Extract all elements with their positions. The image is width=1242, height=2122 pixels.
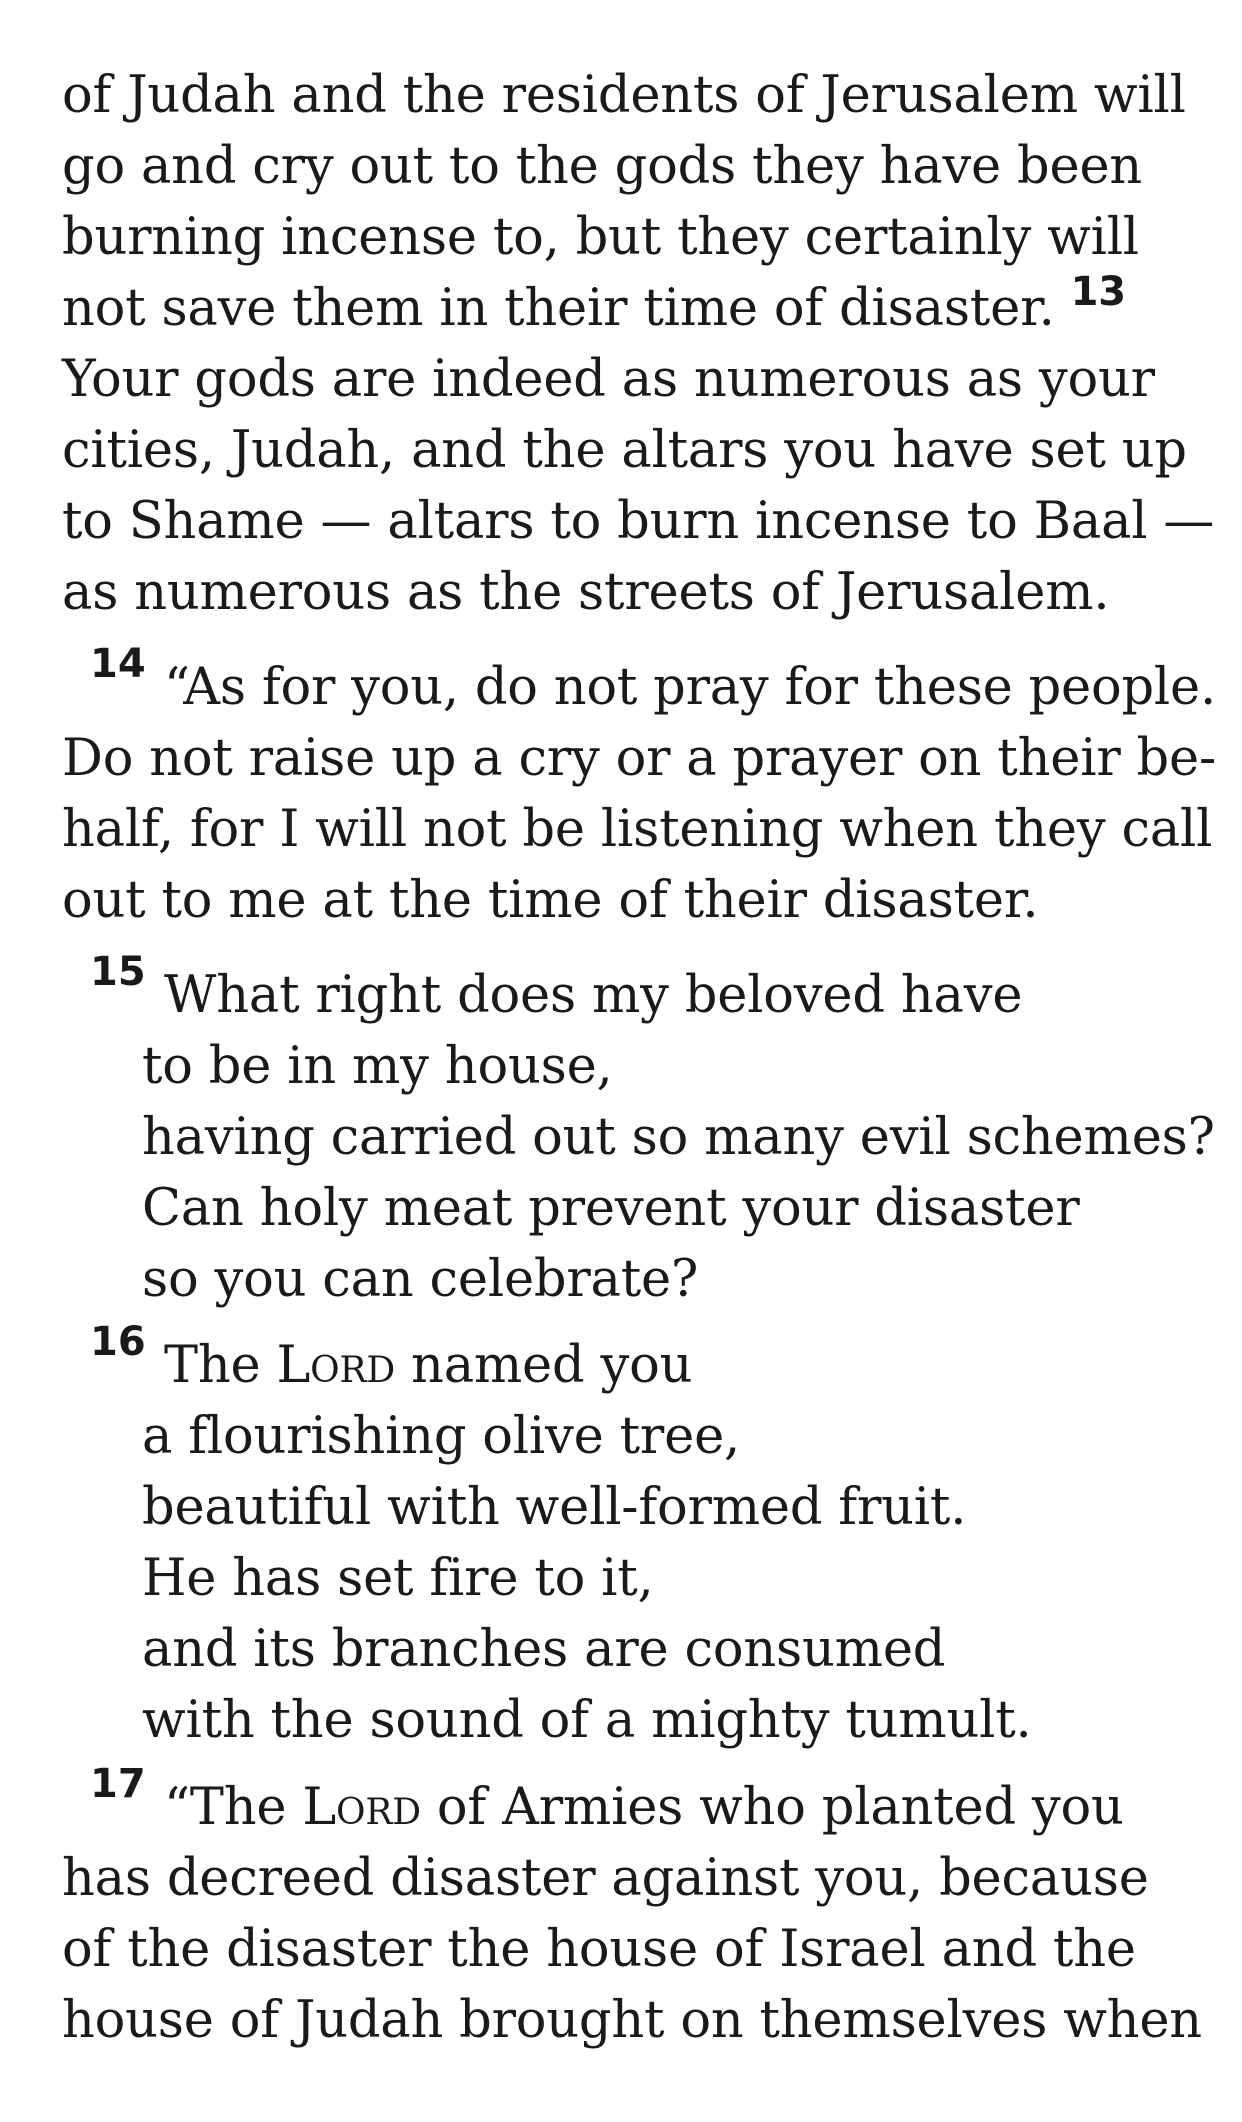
poetry-line: to be in my house,	[142, 1037, 613, 1096]
verse-number: 14	[90, 641, 146, 687]
poetry-line: having carried out so many evil schemes?	[142, 1108, 1215, 1167]
poetry-line: and its branches are consumed	[142, 1620, 946, 1679]
verse-number: 16	[90, 1319, 146, 1365]
text-line: cities, Judah, and the altars you have set up	[62, 421, 1187, 480]
verse-number: 17	[90, 1761, 146, 1807]
text-line: half, for I will not be listening when they call	[62, 800, 1213, 859]
poetry-line: He has set fire to it,	[142, 1549, 654, 1608]
text-line: “The Lord of Armies who planted you	[164, 1778, 1124, 1837]
divine-name: Lord	[276, 1336, 396, 1395]
text-line: out to me at the time of their disaster.	[62, 871, 1039, 930]
divine-name: Lord	[302, 1778, 421, 1837]
text-line: go and cry out to the gods they have been	[62, 137, 1143, 196]
poetry-line: Can holy meat prevent your disaster	[142, 1179, 1080, 1238]
text-line: burning incense to, but they certainly will	[62, 208, 1139, 267]
poetry-line: with the sound of a mighty tumult.	[142, 1691, 1032, 1750]
verse-number: 13	[1070, 269, 1126, 315]
text-line: of Judah and the residents of Jerusalem will	[62, 66, 1186, 125]
text-line: has decreed disaster against you, because	[62, 1849, 1149, 1908]
text-line: as numerous as the streets of Jerusalem.	[62, 563, 1110, 622]
text-line: of the disaster the house of Israel and the	[62, 1920, 1136, 1979]
text-line: to Shame — altars to burn incense to Baal —	[62, 492, 1215, 551]
text-line: not save them in their time of disaster. $^{13}$	[62, 269, 1126, 338]
poetry-line: a flourishing olive tree,	[142, 1407, 741, 1466]
poetry-line: What right does my beloved have	[164, 966, 1023, 1025]
text-line: Do not raise up a cry or a prayer on their be-	[62, 729, 1216, 788]
text-line: Your gods are indeed as numerous as your	[62, 350, 1155, 409]
verse-number: 15	[90, 949, 146, 995]
poetry-line: beautiful with well-formed fruit.	[142, 1478, 967, 1537]
poetry-line: so you can celebrate?	[142, 1250, 699, 1309]
poetry-line: The Lord named you	[164, 1336, 693, 1395]
text-line: house of Judah brought on themselves when	[62, 1991, 1202, 2050]
text-line: “As for you, do not pray for these people.	[164, 658, 1216, 717]
